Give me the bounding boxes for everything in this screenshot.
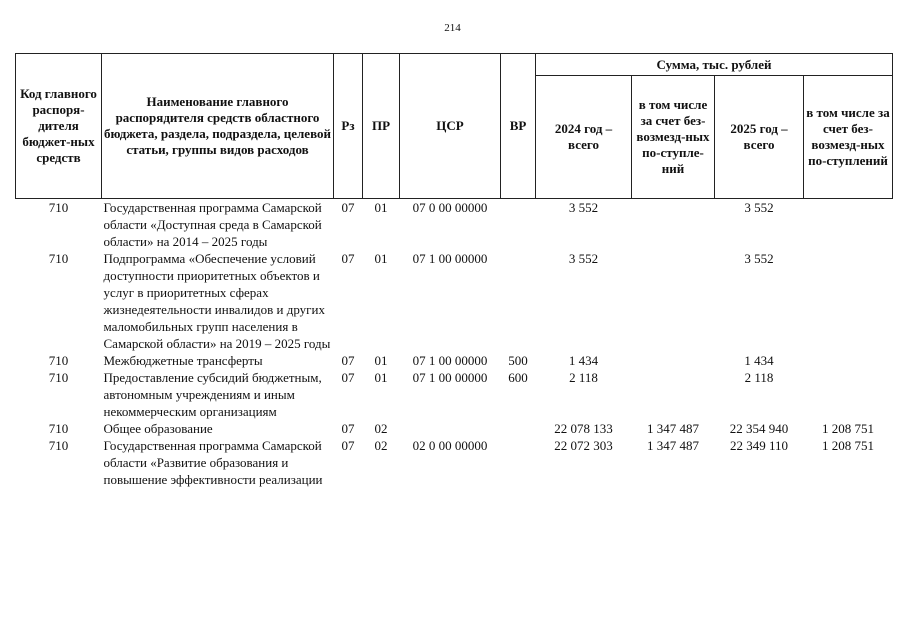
row-2025-free (804, 352, 893, 369)
row-name: Подпрограмма «Обеспечение условий доступности приоритетных объектов и услуг в приоритетных сферах жизнедеятельности инвалидов и других маломобильных групп населения в Самарской области» на 2019 – 2025 годы (103, 251, 331, 351)
header-vr: ВР (501, 54, 536, 199)
row-csr: 07 1 00 00000 (412, 353, 488, 368)
row-rz: 07 (341, 421, 355, 436)
row-code: 710 (48, 370, 69, 385)
row-name: Предоставление субсидий бюджетным, автономным учреждениям и иным некоммерческим организациям (103, 370, 322, 419)
row-pr: 02 (374, 421, 388, 436)
table-row (16, 199, 893, 251)
row-2025-free: 1 208 751 (822, 438, 874, 453)
row-pr: 01 (374, 251, 388, 266)
header-2025-total: 2025 год – всего (715, 76, 804, 199)
header-pr: ПР (363, 54, 400, 199)
table-row (16, 352, 893, 369)
row-vr (501, 199, 536, 251)
row-name: Межбюджетные трансферты (103, 353, 263, 368)
row-vr (501, 250, 536, 352)
row-csr: 07 1 00 00000 (412, 370, 488, 385)
row-2024-free: 1 347 487 (647, 421, 699, 436)
row-vr (501, 420, 536, 437)
header-csr: ЦСР (400, 54, 501, 199)
row-2025-total: 2 118 (744, 370, 774, 385)
table-row (16, 437, 893, 488)
header-name: Наименование главного распорядителя средств областного бюджета, раздела, подраздела, целевой статьи, группы видов расходов (102, 54, 334, 199)
row-pr: 01 (374, 200, 388, 215)
row-2024-free (632, 369, 715, 420)
row-pr: 01 (374, 370, 388, 385)
row-2024-total: 22 078 133 (554, 421, 613, 436)
row-2024-total: 2 118 (569, 370, 598, 385)
row-code: 710 (48, 438, 69, 453)
row-name: Государственная программа Самарской области «Доступная среда в Самарской области» на 2014 – 2025 годы (103, 200, 322, 249)
header-2024-free: в том числе за счет без-возмезд-ных по-ступле-ний (632, 76, 715, 199)
row-csr: 07 0 00 00000 (412, 200, 488, 215)
row-csr (400, 420, 501, 437)
row-2025-free (804, 199, 893, 251)
row-rz: 07 (341, 251, 355, 266)
row-2025-free (804, 369, 893, 420)
row-vr (501, 437, 536, 488)
row-rz: 07 (341, 200, 355, 215)
row-vr: 500 (508, 353, 528, 368)
row-code: 710 (48, 251, 69, 266)
header-2024-total: 2024 год – всего (536, 76, 632, 199)
row-rz: 07 (341, 438, 355, 453)
row-2024-free (632, 352, 715, 369)
row-csr: 02 0 00 00000 (412, 438, 488, 453)
row-pr: 02 (374, 438, 388, 453)
row-csr: 07 1 00 00000 (412, 251, 488, 266)
header-sum: Сумма, тыс. рублей (536, 54, 893, 76)
row-name: Государственная программа Самарской области «Развитие образования и повышение эффективности реализации (103, 438, 323, 487)
page-number: 214 (444, 22, 461, 34)
row-2024-total: 1 434 (568, 353, 599, 368)
row-2025-total: 3 552 (744, 200, 774, 215)
row-code: 710 (48, 421, 69, 436)
table-row (16, 369, 893, 420)
row-pr: 01 (374, 353, 388, 368)
row-2024-total: 3 552 (568, 200, 599, 215)
budget-table (15, 53, 893, 488)
table-row (16, 420, 893, 437)
row-rz: 07 (341, 353, 355, 368)
row-code: 710 (48, 200, 69, 215)
row-2025-free: 1 208 751 (822, 421, 874, 436)
row-2025-total: 22 354 940 (729, 421, 789, 436)
row-2024-free (632, 250, 715, 352)
row-code: 710 (48, 353, 69, 368)
header-2025-free: в том числе за счет без-возмезд-ных по-ступлений (804, 76, 893, 199)
row-vr: 600 (508, 370, 528, 385)
table-row (16, 250, 893, 352)
row-rz: 07 (341, 370, 355, 385)
header-rz: Рз (334, 54, 363, 199)
row-name: Общее образование (103, 421, 213, 436)
row-2025-total: 3 552 (744, 251, 774, 266)
row-2024-total: 22 072 303 (554, 438, 613, 453)
row-2025-total: 1 434 (744, 353, 774, 368)
row-2025-total: 22 349 110 (729, 438, 789, 453)
row-2025-free (804, 250, 893, 352)
row-2024-total: 3 552 (568, 251, 599, 266)
row-2024-free (632, 199, 715, 251)
header-code: Код главного распоря-дителя бюджет-ных средств (16, 54, 102, 199)
row-2024-free: 1 347 487 (647, 438, 699, 453)
